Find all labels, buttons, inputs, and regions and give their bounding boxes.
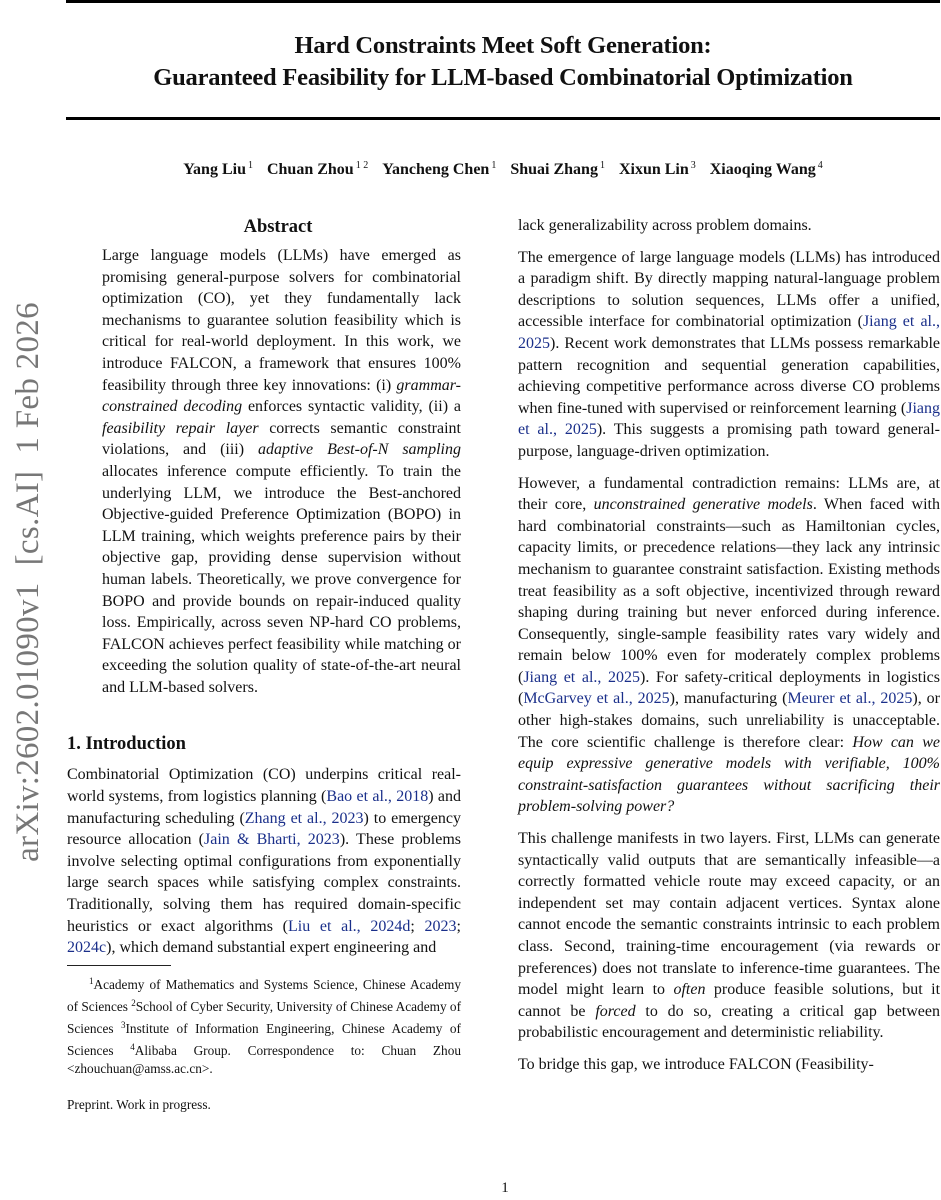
citation-link[interactable]: Zhang et al., 2023 — [244, 809, 364, 827]
citation-link[interactable]: Jiang et al., 2025 — [518, 313, 940, 352]
author: Xixun Lin $^3$ — [618, 160, 696, 178]
title-line-1: Hard Constraints Meet Soft Generation: — [294, 32, 712, 59]
title-rule — [66, 117, 940, 120]
citation-link[interactable]: 2023 — [424, 917, 457, 935]
citation-link[interactable]: Jiang et al., 2025 — [518, 399, 940, 439]
top-rule — [66, 0, 940, 3]
abstract-heading: Abstract — [243, 217, 313, 237]
citation-link[interactable]: Liu et al., 2024d — [287, 917, 411, 935]
abstract-body: Large language models (LLMs) have emerged as promising general-purpose solvers for combinatorial optimization (CO), yet they fundamentally lack mechanisms to guarantee solution feasibility which is critical for real-world deployment. In this work, we introduce FALCON, a framework that ensures 100% feasibility through three key innovations: (i) grammar-constrained decoding enforces syntactic validity, (ii) a feasibility repair layer corrects semantic constraint violations, and (iii) adaptive Best-of-N sampling allocates inference compute efficiently. To train the underlying LLM, we introduce the Best-anchored Objective-guided Preference Optimization (BOPO) in LLM training, which weights preference pairs by their objective gap, providing dense supervision without human labels. Theoretically, we prove convergence for BOPO and provide bounds on repair-induced quality loss. Empirically, across seven NP-hard CO problems, FALCON achieves perfect feasibility while matching or exceeding the solution quality of state-of-the-art neural and LLM-based solvers. — [102, 247, 461, 696]
intro-paragraph-1-continued: lack generalizability across problem domains. — [518, 217, 812, 234]
intro-paragraph-5: To bridge this gap, we introduce FALCON (Feasibility- — [518, 1055, 874, 1073]
citation-link[interactable]: McGarvey et al., 2025 — [523, 690, 670, 708]
arxiv-stamp: arXiv:2602.01090v1 [cs.AI] 1 Feb 2026 — [10, 302, 46, 862]
right-column — [518, 215, 940, 1086]
preprint-notice: Preprint. Work in progress. — [67, 1096, 211, 1112]
intro-paragraph-1: Combinatorial Optimization (CO) underpins critical real-world systems, from logistics planning (Bao et al., 2018) and manufacturing scheduling (Zhang et al., 2023) to emergency resource allocation (Jain & Bharti, 2023). These problems involve selecting optimal configurations from exponentially large search spaces while satisfying complex constraints. Traditionally, solving them has required domain-specific heuristics or exact algorithms (Liu et al., 2024d; 2023; 2024c), which demand substantial expert engineering and — [67, 766, 461, 957]
paper-title — [66, 30, 940, 94]
footnote-rule — [67, 965, 171, 966]
intro-paragraph-2: The emergence of large language models (LLMs) has introduced a paradigm shift. By directly mapping natural-language problem descriptions to solution sequences, LLMs offer a unified, accessible interface for combinatorial optimization (Jiang et al., 2025). Recent work demonstrates that LLMs possess remarkable pattern recognition and sequential generation capabilities, achieving competitive performance across diverse CO problems when fine-tuned with supervised or reinforcement learning (Jiang et al., 2025). This suggests a promising path toward general-purpose, language-driven optimization. — [518, 248, 941, 460]
section-heading-introduction: 1. Introduction — [67, 734, 186, 755]
author: Shuai Zhang $^1$ — [510, 160, 605, 178]
author: Yancheng Chen $^1$ — [382, 160, 497, 178]
intro-paragraph-4: This challenge manifests in two layers. First, LLMs can generate syntactically valid outputs that are semantically infeasible—a correctly formatted vehicle route may exceed capacity, or an independent set may contain adjacent vertices. Syntax alone cannot encode the semantic constraints intrinsic to each problem class. Second, training-time encouragement (via rewards or preferences) does not translate to inference-time guarantees. The model might learn to often produce feasible solutions, but it cannot be forced to do so, creating a critical gap between probabilistic encouragement and deterministic reliability. — [518, 830, 941, 1042]
citation-link[interactable]: Bao et al., 2018 — [326, 788, 429, 806]
title-line-2: Guaranteed Feasibility for LLM-based Combinatorial Optimization — [153, 64, 853, 91]
page-number: 1 — [501, 1180, 509, 1196]
intro-paragraph-3: However, a fundamental contradiction remains: LLMs are, at their core, unconstrained generative models. When faced with hard combinatorial constraints—such as Hamiltonian cycles, capacity limits, or precedence relations—they lack any intrinsic mechanism to guarantee constraint satisfaction. Existing methods treat feasibility as a soft objective, incentivized through reward shaping during training but never enforced during inference. Consequently, single-sample feasibility rates vary widely and remain below 100% even for moderately complex problems (Jiang et al., 2025). For safety-critical deployments in logistics (McGarvey et al., 2025), manufacturing (Meurer et al., 2025), or other high-stakes domains, such unreliability is unacceptable. The core scientific challenge is therefore clear: How can we equip expressive generative models with verifiable, 100% constraint-satisfaction guarantees without sacrificing their problem-solving power? — [518, 474, 940, 816]
affiliations-footnote: $^1$Academy of Mathematics and Systems Science, Chinese Academy of Sciences $^2$School of Cyber Security, University of Chinese Academy of Sciences $^3$Institute of Information Engineering, Chinese Academy of Sciences $^4$Alibaba Group. Correspondence to: Chuan Zhou <zhouchuan@amss.ac.cn>. — [67, 975, 462, 1076]
author-list — [66, 155, 940, 181]
citation-link[interactable]: Jiang et al., 2025 — [523, 668, 640, 686]
citation-link[interactable]: 2024c — [67, 939, 107, 957]
author: Xiaoqing Wang $^4$ — [709, 160, 823, 178]
left-column — [67, 212, 461, 1114]
author: Chuan Zhou $^{1 2}$ — [266, 160, 369, 178]
citation-link[interactable]: Jain & Bharti, 2023 — [204, 831, 340, 849]
citation-link[interactable]: Meurer et al., 2025 — [787, 690, 913, 708]
author: Yang Liu $^1$ — [183, 160, 253, 178]
